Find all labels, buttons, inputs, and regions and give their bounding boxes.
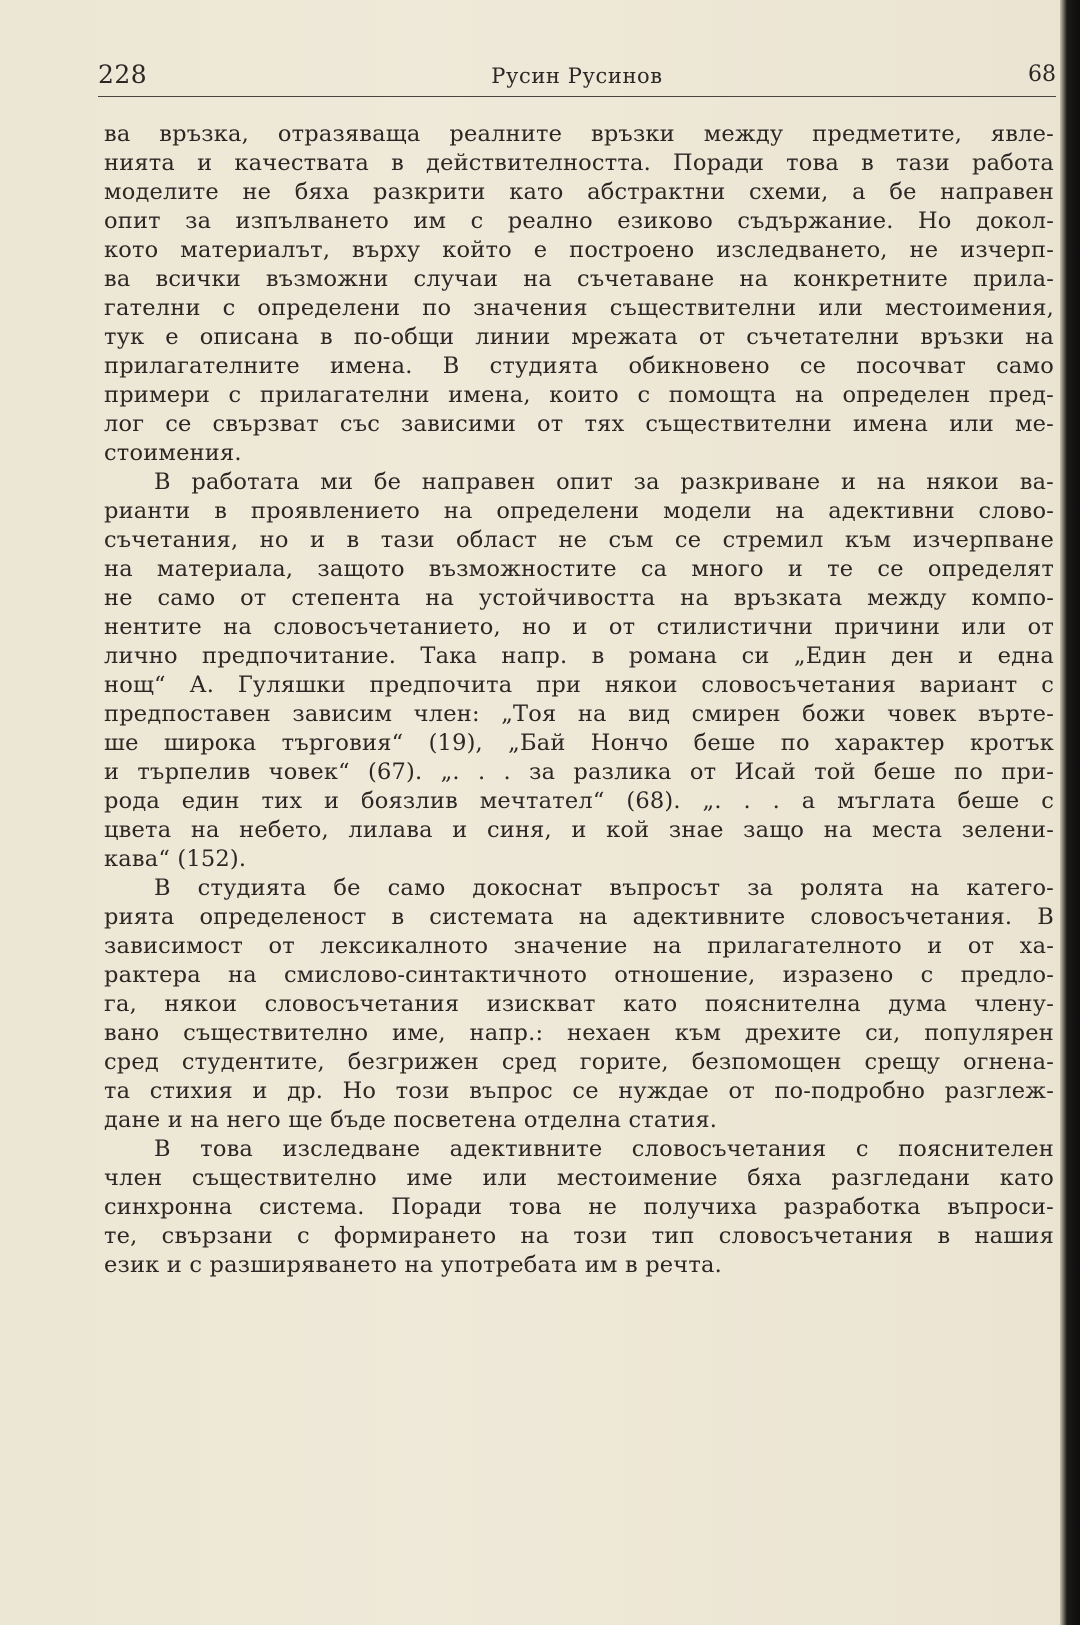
text-line: цвета на небето, лилава и синя, и кой знае защо на места зелени-	[104, 817, 1054, 843]
text-line: та стихия и др. Но този въпрос се нуждае от по-подробно разглеж-	[104, 1078, 1054, 1104]
text-line: и търпелив човек“ (67). „. . . за разлика от Исай той беше по при-	[104, 759, 1054, 785]
text-line: лог се свързват със зависими от тях съществителни имена или ме-	[104, 411, 1054, 437]
page-header	[98, 58, 1056, 92]
text-line: нощ“ А. Гуляшки предпочита при някои словосъчетания вариант с	[104, 672, 1054, 698]
text-line: език и с разширяването на употребата им в речта.	[104, 1252, 723, 1278]
body-text	[104, 120, 1054, 1280]
text-line: нията и качествата в действителността. Поради това в тази работа	[104, 150, 1054, 176]
text-line: дане и на него ще бъде посветена отделна статия.	[104, 1107, 718, 1133]
text-line: В това изследване адективните словосъчетания с пояснителен	[154, 1136, 1054, 1162]
running-title: Русин Русинов	[491, 64, 663, 88]
text-line: опит за изпълването им с реално езиково съдържание. Но докол-	[104, 208, 1054, 234]
text-line: кото материалът, върху който е построено изследването, не изчерп-	[104, 237, 1054, 263]
text-line: член съществително име или местоимение бяха разгледани като	[104, 1165, 1054, 1191]
text-line: гателни с определени по значения съществителни или местоимения,	[104, 295, 1054, 321]
text-line: прилагателните имена. В студията обикновено се посочват само	[104, 353, 1054, 379]
page-number: 228	[98, 60, 148, 89]
text-line: сред студентите, безгрижен сред горите, безпомощен срещу огнена-	[104, 1049, 1054, 1075]
text-line: В студията бе само докоснат въпросът за ролята на катего-	[154, 875, 1054, 901]
text-line: рията определеност в системата на адективните словосъчетания. В	[104, 904, 1054, 930]
text-line: не само от степента на устойчивостта на връзката между компо-	[104, 585, 1054, 611]
text-line: те, свързани с формирането на този тип словосъчетания в нашия	[104, 1223, 1054, 1249]
text-line: моделите не бяха разкрити като абстрактни схеми, а бе направен	[104, 179, 1054, 205]
text-line: предпоставен зависим член: „Тоя на вид смирен божи човек върте-	[104, 701, 1054, 727]
text-line: рода един тих и боязлив мечтател“ (68). „. . . а мъглата беше с	[104, 788, 1054, 814]
text-line: ва връзка, отразяваща реалните връзки между предметите, явле-	[104, 121, 1054, 147]
text-line: стоимения.	[104, 440, 242, 466]
header-rule	[98, 96, 1056, 97]
margin-number: 68	[1028, 62, 1056, 87]
text-line: рактера на смислово-синтактичното отношение, изразено с предло-	[104, 962, 1054, 988]
paragraph	[104, 874, 1054, 1135]
text-line: В работата ми бе направен опит за разкриване и на някои ва-	[154, 469, 1054, 495]
text-line: тук е описана в по-общи линии мрежата от съчетателни връзки на	[104, 324, 1054, 350]
text-line: на материала, защото възможностите са много и те се определят	[104, 556, 1054, 582]
text-line: съчетания, но и в тази област не съм се стремил към изчерпване	[104, 527, 1054, 553]
text-line: ва всички възможни случаи на съчетаване на конкретните прила-	[104, 266, 1054, 292]
text-line: примери с прилагателни имена, които с помощта на определен пред-	[104, 382, 1054, 408]
text-line: лично предпочитание. Така напр. в романа си „Един ден и една	[104, 643, 1054, 669]
text-line: зависимост от лексикалното значение на прилагателното и от ха-	[104, 933, 1054, 959]
paragraph	[104, 1135, 1054, 1280]
paragraph	[104, 120, 1054, 468]
book-binding-edge	[1060, 0, 1080, 1625]
text-line: рианти в проявлението на определени модели на адективни слово-	[104, 498, 1054, 524]
text-line: кава“ (152).	[104, 846, 247, 872]
text-line: нентите на словосъчетанието, но и от стилистични причини или от	[104, 614, 1054, 640]
text-line: га, някои словосъчетания изискват като пояснителна дума члену-	[104, 991, 1054, 1017]
text-line: синхронна система. Поради това не получиха разработка въпроси-	[104, 1194, 1054, 1220]
text-line: ше широка търговия“ (19), „Бай Нончо беше по характер кротък	[104, 730, 1054, 756]
text-line: вано съществително име, напр.: нехаен към дрехите си, популярен	[104, 1020, 1054, 1046]
paragraph	[104, 468, 1054, 874]
